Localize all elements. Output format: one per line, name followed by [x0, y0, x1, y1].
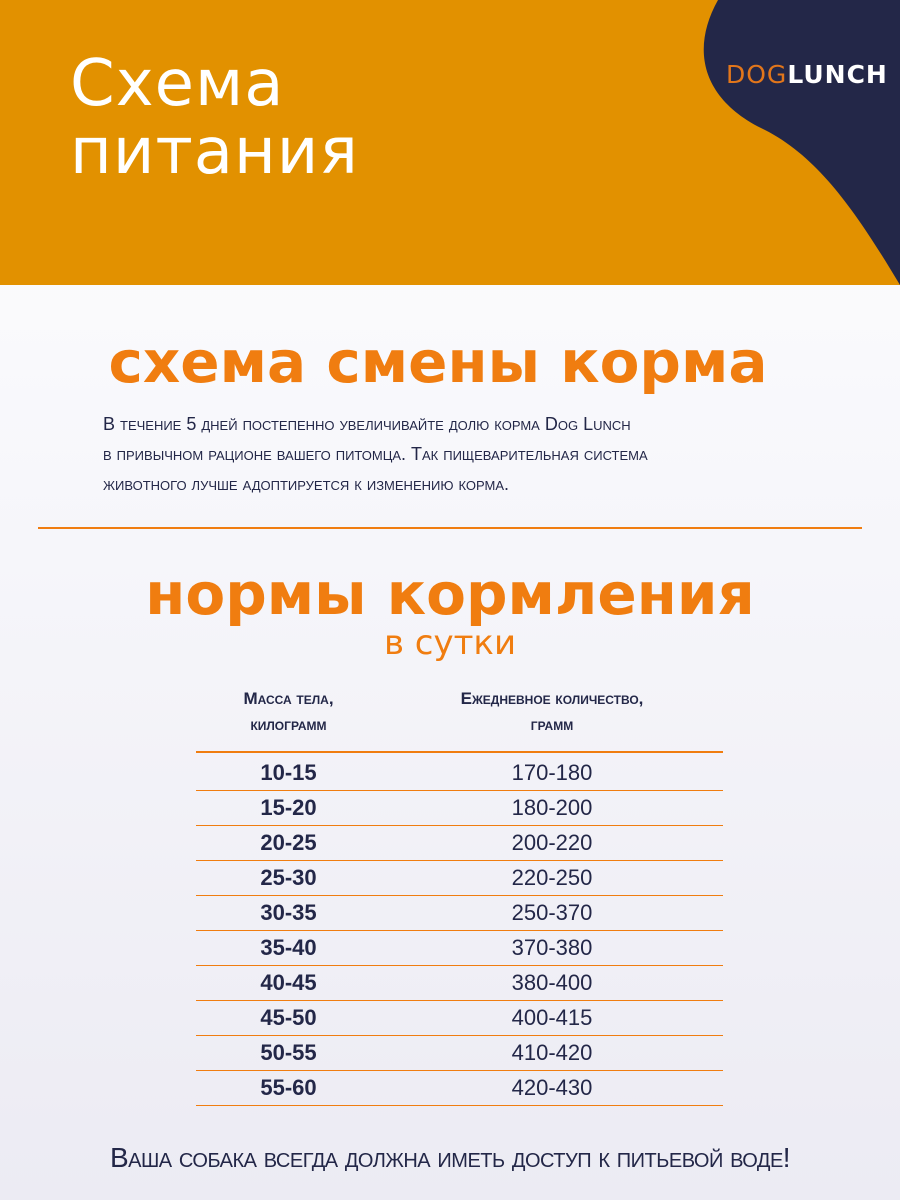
- column-header-amount-line2: грамм: [530, 715, 574, 734]
- cell-mass: 55-60: [260, 1075, 317, 1100]
- table-row: [196, 931, 723, 966]
- cell-mass: 20-25: [260, 830, 317, 855]
- page-title-line1: Схема: [70, 47, 285, 121]
- table-row: [196, 826, 723, 861]
- water-access-note: Ваша собака всегда должна иметь доступ к питьевой воде!: [109, 1142, 791, 1173]
- column-header-mass: [196, 686, 381, 751]
- feeding-norms-title: нормы кормления: [145, 560, 755, 628]
- header-banner: [0, 0, 900, 285]
- cell-amount: 170-180: [511, 760, 593, 785]
- cell-amount: 220-250: [511, 865, 593, 890]
- cell-amount: 180-200: [511, 795, 593, 820]
- feeding-table: [196, 686, 723, 1106]
- food-switch-title: схема смены корма: [108, 328, 768, 396]
- logo-lunch-text: LUNCH: [787, 60, 888, 89]
- cell-mass: 30-35: [260, 900, 317, 925]
- page-title-line2: питания: [70, 115, 359, 189]
- feeding-norms-subtitle: в сутки: [383, 623, 517, 663]
- section-divider: [38, 527, 862, 529]
- description-line: в привычном рационе вашего питомца. Так пищеварительная система: [103, 444, 648, 464]
- table-row: [196, 1071, 723, 1106]
- cell-mass: 40-45: [260, 970, 317, 995]
- food-switch-description: [103, 409, 863, 499]
- logo-dog-text: DOG: [726, 60, 788, 89]
- cell-mass: 25-30: [260, 865, 317, 890]
- column-header-amount-line1: Ежедневное количество,: [460, 689, 644, 708]
- description-line: животного лучше адоптируется к изменению корма.: [103, 474, 510, 494]
- table-body: [196, 753, 723, 1106]
- cell-amount: 200-220: [511, 830, 593, 855]
- table-row: [196, 1001, 723, 1036]
- table-row: [196, 861, 723, 896]
- table-row: [196, 966, 723, 1001]
- cell-amount: 380-400: [511, 970, 593, 995]
- cell-amount: 400-415: [511, 1005, 593, 1030]
- cell-mass: 50-55: [260, 1040, 317, 1065]
- description-line: В течение 5 дней постепенно увеличивайте долю корма Dog Lunch: [103, 414, 631, 434]
- table-row: [196, 756, 723, 791]
- cell-amount: 370-380: [511, 935, 593, 960]
- table-header: [196, 686, 723, 751]
- cell-mass: 15-20: [260, 795, 317, 820]
- cell-mass: 45-50: [260, 1005, 317, 1030]
- table-row: [196, 791, 723, 826]
- cell-mass: 35-40: [260, 935, 317, 960]
- table-row: [196, 896, 723, 931]
- column-header-mass-line1: Масса тела,: [243, 689, 334, 708]
- dog-lunch-logo: [726, 60, 888, 89]
- column-header-amount: [381, 686, 723, 751]
- page-title: [70, 47, 359, 189]
- table-row: [196, 1036, 723, 1071]
- cell-amount: 410-420: [511, 1040, 593, 1065]
- cell-mass: 10-15: [260, 760, 317, 785]
- column-header-mass-line2: килограмм: [250, 715, 327, 734]
- cell-amount: 420-430: [511, 1075, 593, 1100]
- cell-amount: 250-370: [511, 900, 593, 925]
